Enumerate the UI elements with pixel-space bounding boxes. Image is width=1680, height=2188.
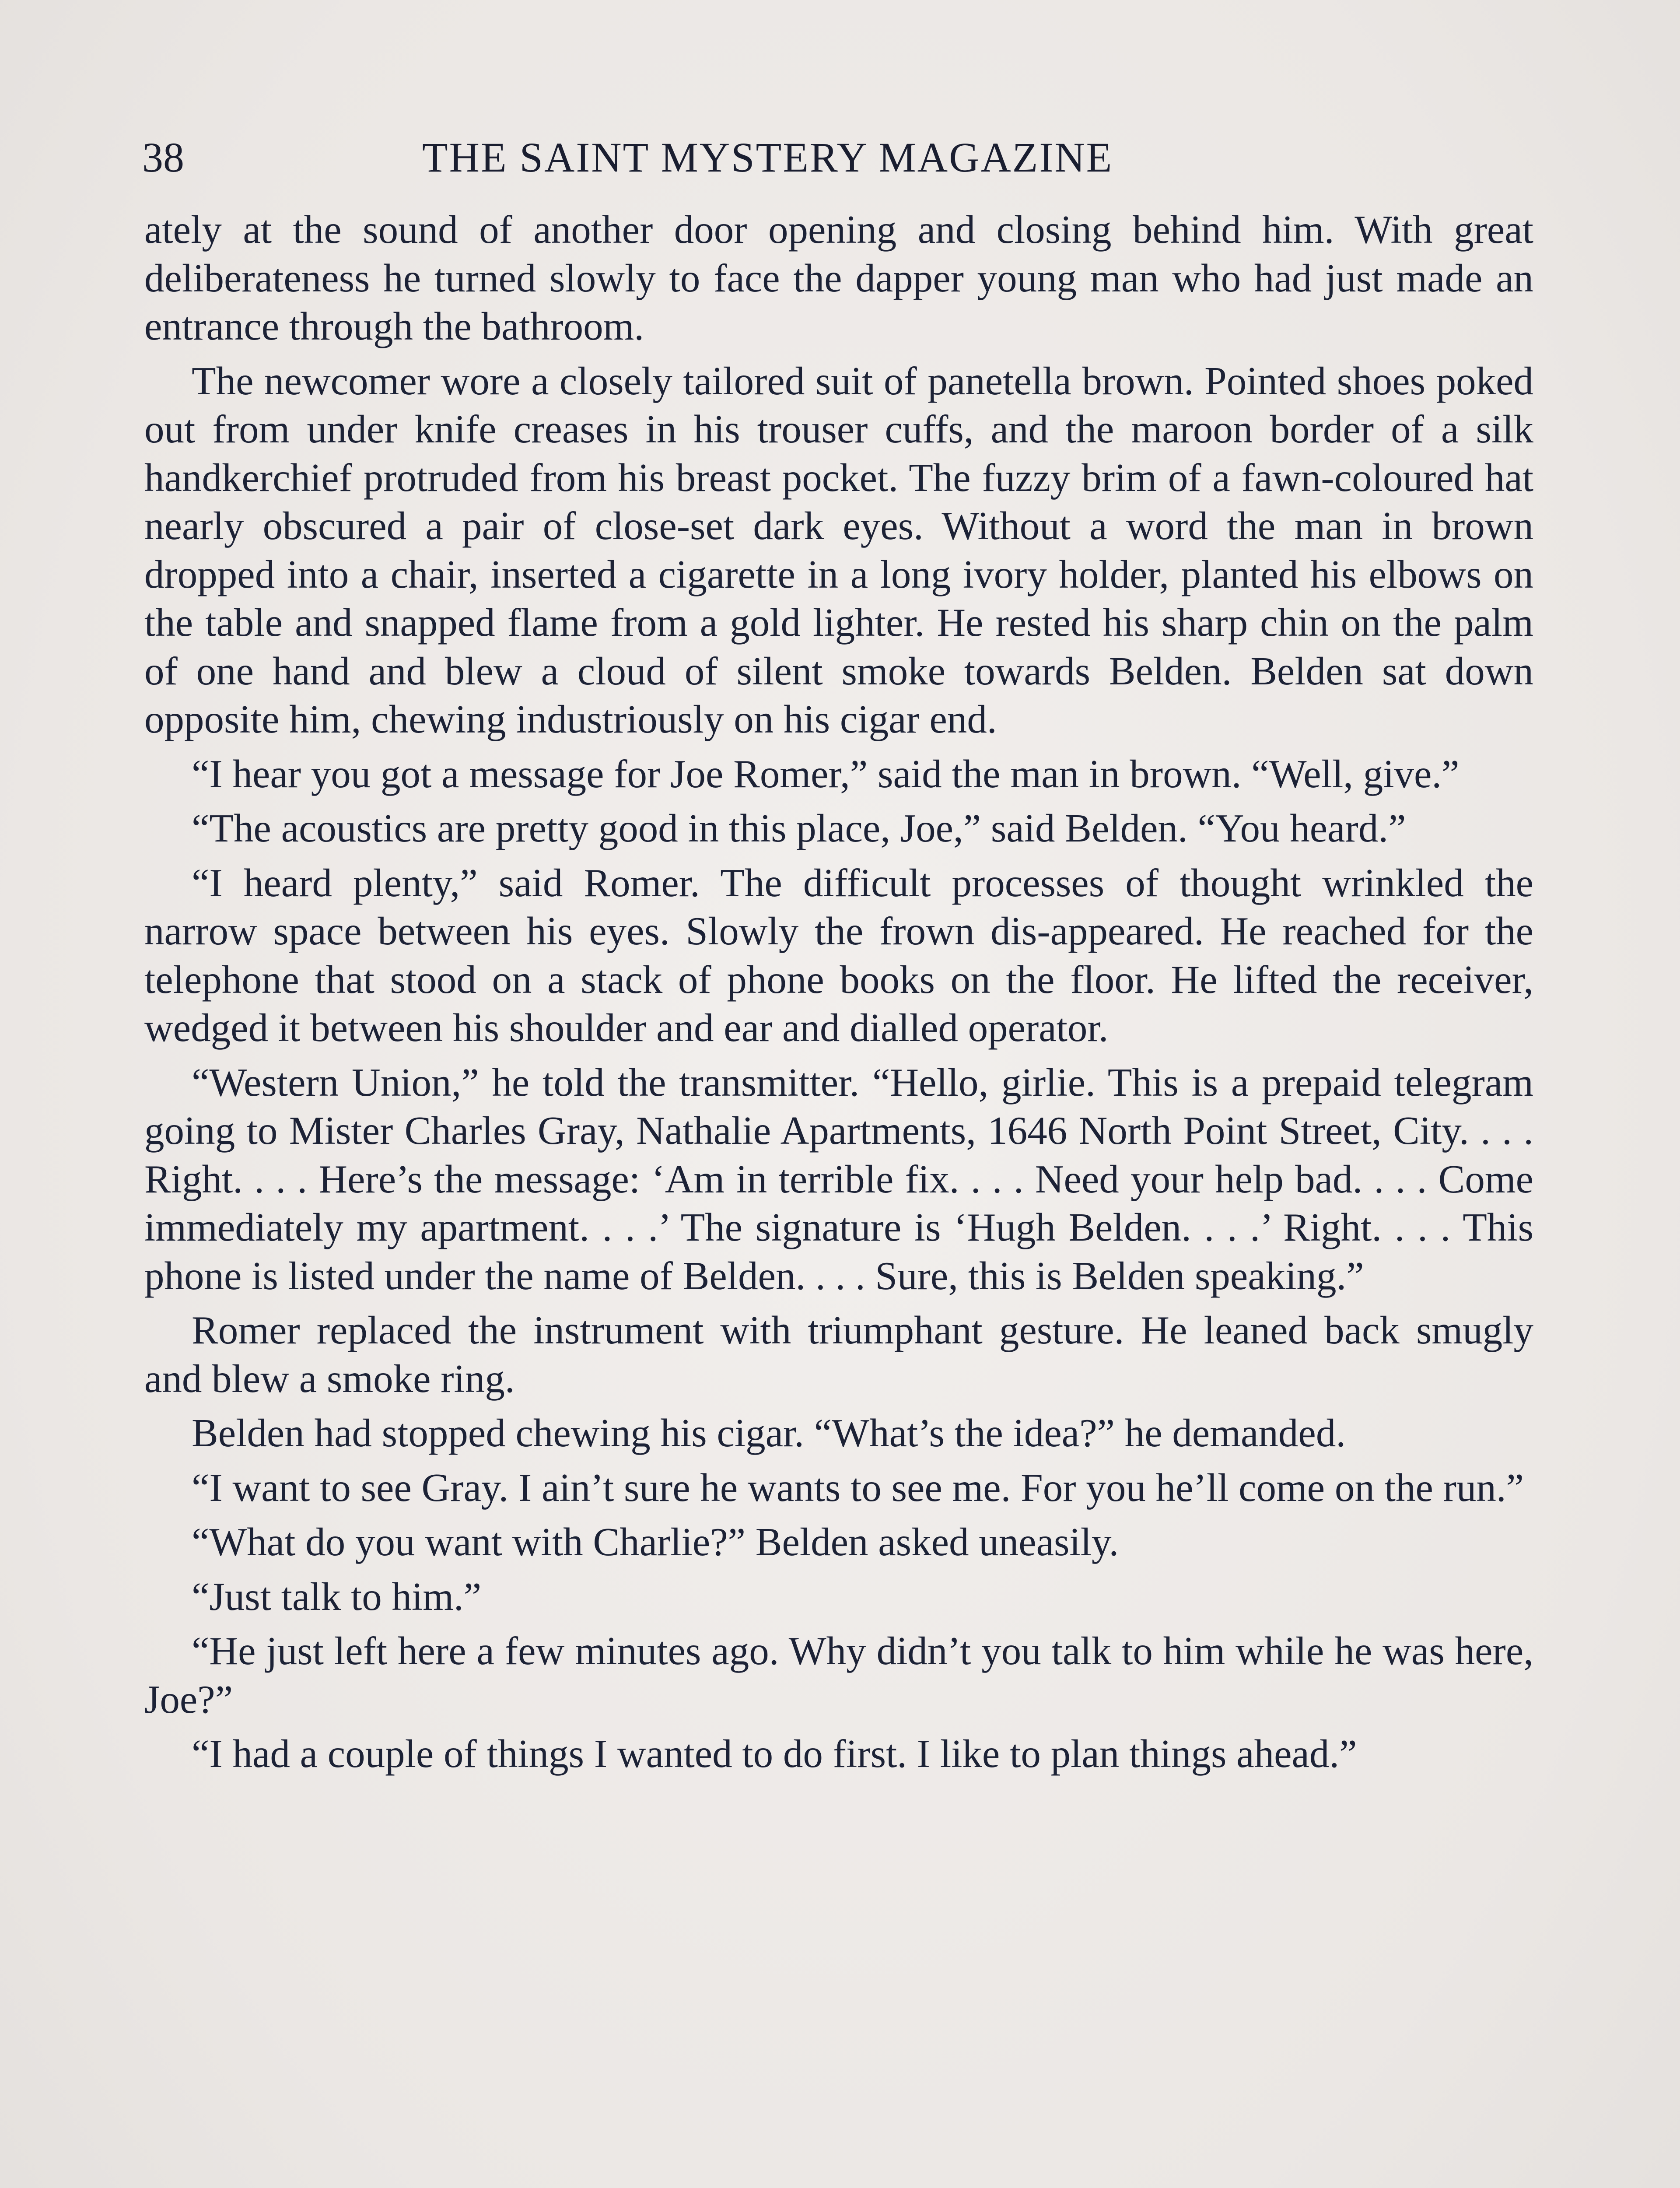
paragraph: “He just left here a few minutes ago. Why didn’t you talk to him while he was here, Joe?”	[144, 1629, 1533, 1722]
running-head: THE SAINT MYSTERY MAGAZINE	[422, 134, 1113, 181]
page-header	[142, 127, 1536, 188]
paragraph: “What do you want with Charlie?” Belden asked uneasily.	[192, 1520, 1119, 1564]
paragraph: The newcomer wore a closely tailored suit of panetella brown. Pointed shoes poked out from under knife creases in his trouser cuffs, and the maroon border of a silk handkerchief protruded from his breast pocket. The fuzzy brim of a fawn-coloured hat nearly obscured a pair of close-set dark eyes. Without a word the man in brown dropped into a chair, inserted a cigarette in a long ivory holder, planted his elbows on the table and snapped flame from a gold lighter. He rested his sharp chin on the palm of one hand and blew a cloud of silent smoke towards Belden. Belden sat down opposite him, chewing industriously on his cigar end.	[144, 358, 1533, 741]
paragraph: “Just talk to him.”	[192, 1574, 482, 1619]
paragraph: Belden had stopped chewing his cigar. “What’s the idea?” he demanded.	[192, 1411, 1346, 1455]
story-body	[144, 206, 1533, 1778]
paragraph: “Western Union,” he told the transmitter. “Hello, girlie. This is a prepaid telegram going to Mister Charles Gray, Nathalie Apartments, 1646 North Point Street, City. . . . Right. . . . Here’s the message: ‘Am in terrible fix. . . . Need your help bad. . . . Come immediately my apartment. . . .’ The signature is ‘Hugh Belden. . . .’ Right. . . . This phone is listed under the name of Belden. . . . Sure, this is Belden speaking.”	[144, 1060, 1533, 1298]
paragraph: ately at the sound of another door opening and closing behind him. With great deliberateness he turned slowly to face the dapper young man who had just made an entrance through the bathroom.	[144, 207, 1533, 348]
page-number: 38	[142, 134, 184, 181]
paragraph: “I want to see Gray. I ain’t sure he wants to see me. For you he’ll come on the run.”	[192, 1465, 1524, 1510]
paragraph: “I heard plenty,” said Romer. The difficult processes of thought wrinkled the narrow space between his eyes. Slowly the frown dis-appeared. He reached for the telephone that stood on a stack of phone books on the floor. He lifted the receiver, wedged it between his shoulder and ear and dialled operator.	[144, 860, 1533, 1050]
paragraph: “I hear you got a message for Joe Romer,” said the man in brown. “Well, give.”	[192, 751, 1460, 796]
paragraph: “I had a couple of things I wanted to do first. I like to plan things ahead.”	[192, 1732, 1357, 1776]
paragraph: Romer replaced the instrument with triumphant gesture. He leaned back smugly and blew a smoke ring.	[144, 1308, 1533, 1401]
paragraph: “The acoustics are pretty good in this place, Joe,” said Belden. “You heard.”	[192, 806, 1406, 850]
